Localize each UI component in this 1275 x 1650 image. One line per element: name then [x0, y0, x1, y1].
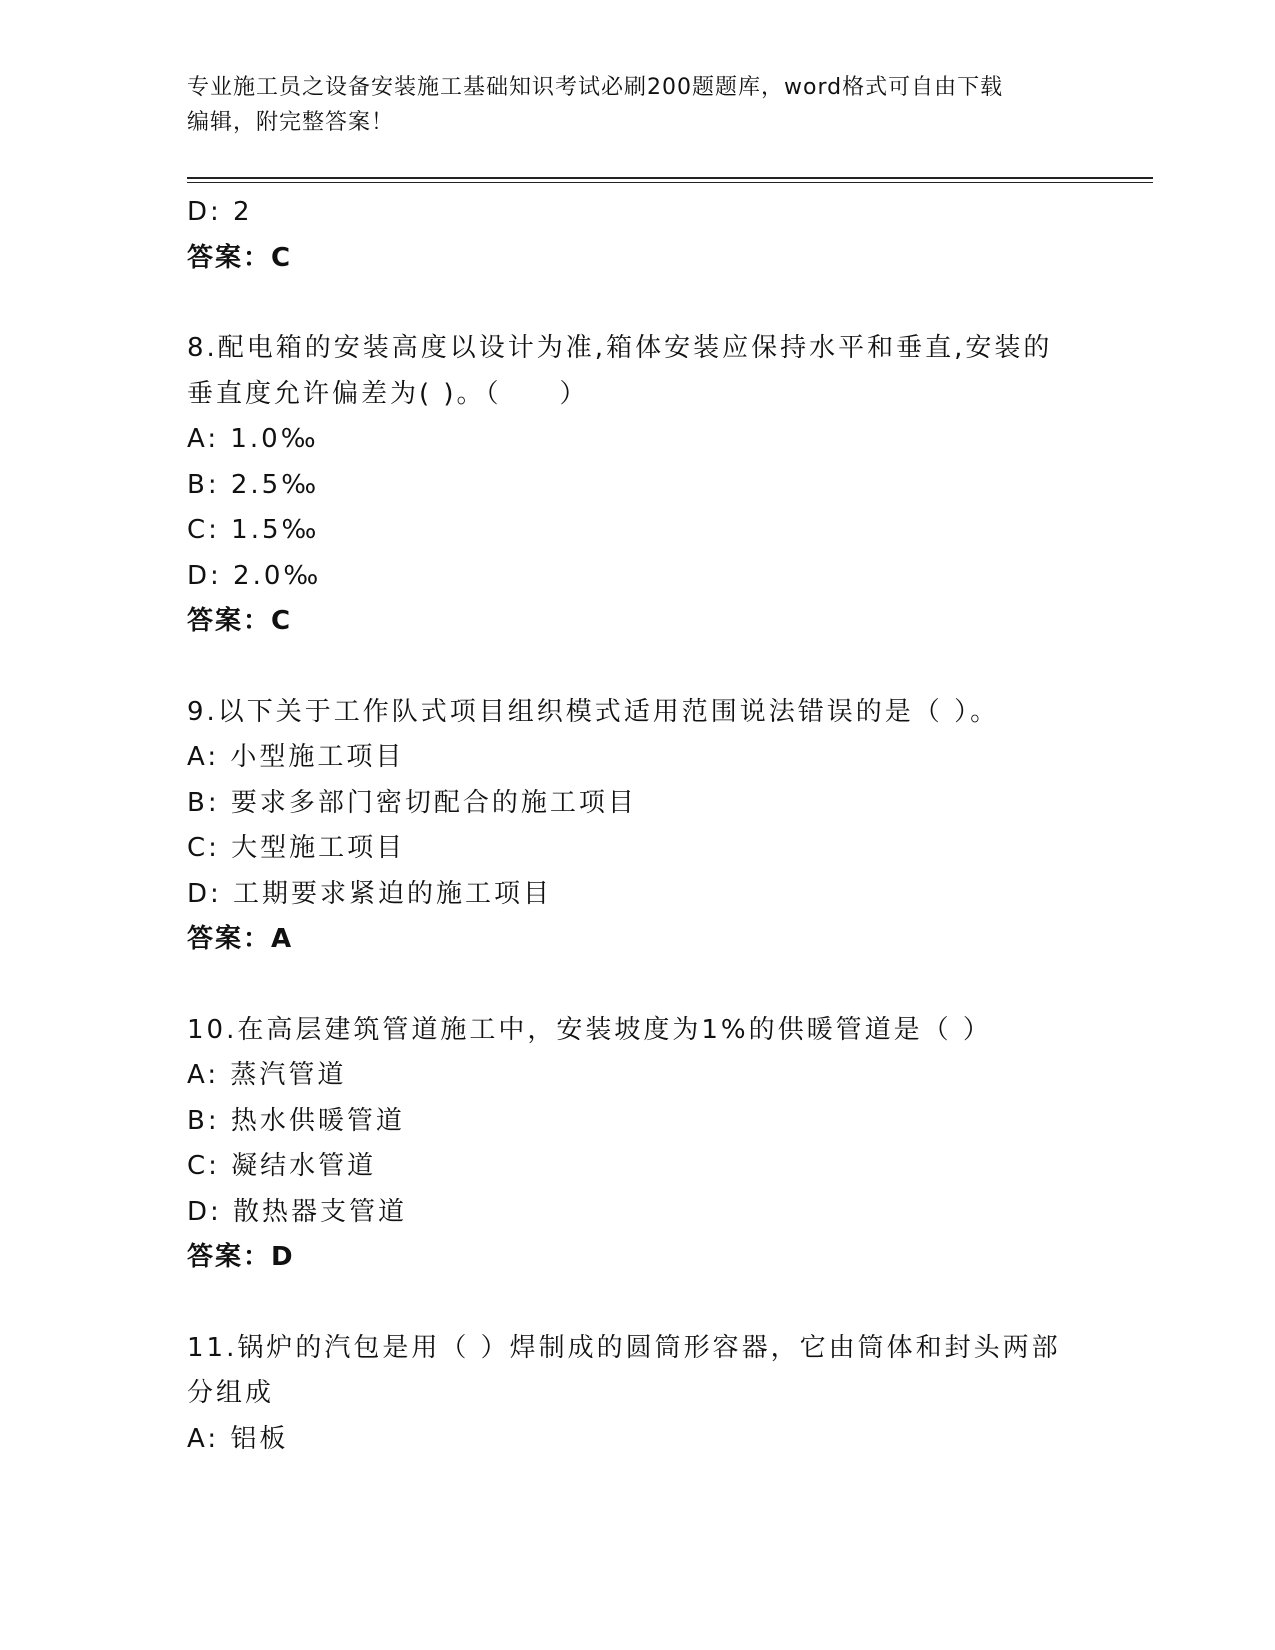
- option-d: D: 2.0‰: [187, 560, 322, 591]
- answer: 答案：A: [187, 924, 294, 954]
- option-b: B: 2.5‰: [187, 469, 320, 500]
- option-c: C: 大型施工项目: [187, 833, 406, 863]
- option-c: C: 凝结水管道: [187, 1151, 377, 1181]
- option-d: D: 散热器支管道: [187, 1196, 408, 1227]
- answer: 答案：C: [187, 242, 293, 273]
- option-a: A: 蒸汽管道: [187, 1060, 347, 1090]
- question-11: [187, 1326, 1087, 1463]
- header-divider-thick: [187, 177, 1153, 179]
- answer: 答案：D: [187, 1242, 295, 1272]
- question-text: 分组成: [187, 1378, 275, 1408]
- question-text: 8.配电箱的安装高度以设计为准,箱体安装应保持水平和垂直,安装的: [187, 333, 1053, 363]
- question-8: [187, 326, 1087, 645]
- question-9: [187, 690, 1087, 963]
- header-line-2: 编辑，附完整答案！: [187, 110, 395, 135]
- option-b: B: 要求多部门密切配合的施工项目: [187, 787, 637, 818]
- header-divider-thin: [187, 182, 1153, 183]
- question-text: 11.锅炉的汽包是用（ ）焊制成的圆筒形容器，它由筒体和封头两部: [187, 1332, 1061, 1363]
- question-text: 10.在高层建筑管道施工中，安装坡度为1%的供暖管道是（ ）: [187, 1014, 992, 1045]
- option-b: B: 热水供暖管道: [187, 1105, 405, 1136]
- question-text: 垂直度允许偏差为( )。（ ）: [187, 378, 589, 409]
- option-d: D: 2: [187, 197, 253, 227]
- answer: 答案：C: [187, 606, 293, 636]
- option-d: D: 工期要求紧迫的施工项目: [187, 878, 553, 909]
- option-a: A: 铝板: [187, 1423, 289, 1454]
- option-c: C: 1.5‰: [187, 515, 320, 545]
- document-body: [187, 190, 1087, 1462]
- question-10: [187, 1008, 1087, 1281]
- option-a: A: 小型施工项目: [187, 742, 405, 772]
- option-a: A: 1.0‰: [187, 424, 319, 454]
- question-text: 9.以下关于工作队式项目组织模式适用范围说法错误的是（ ）。: [187, 696, 1000, 727]
- header-line-1: 专业施工员之设备安装施工基础知识考试必刷200题题库，word格式可自由下载: [187, 75, 1004, 100]
- document-header: [187, 70, 1067, 140]
